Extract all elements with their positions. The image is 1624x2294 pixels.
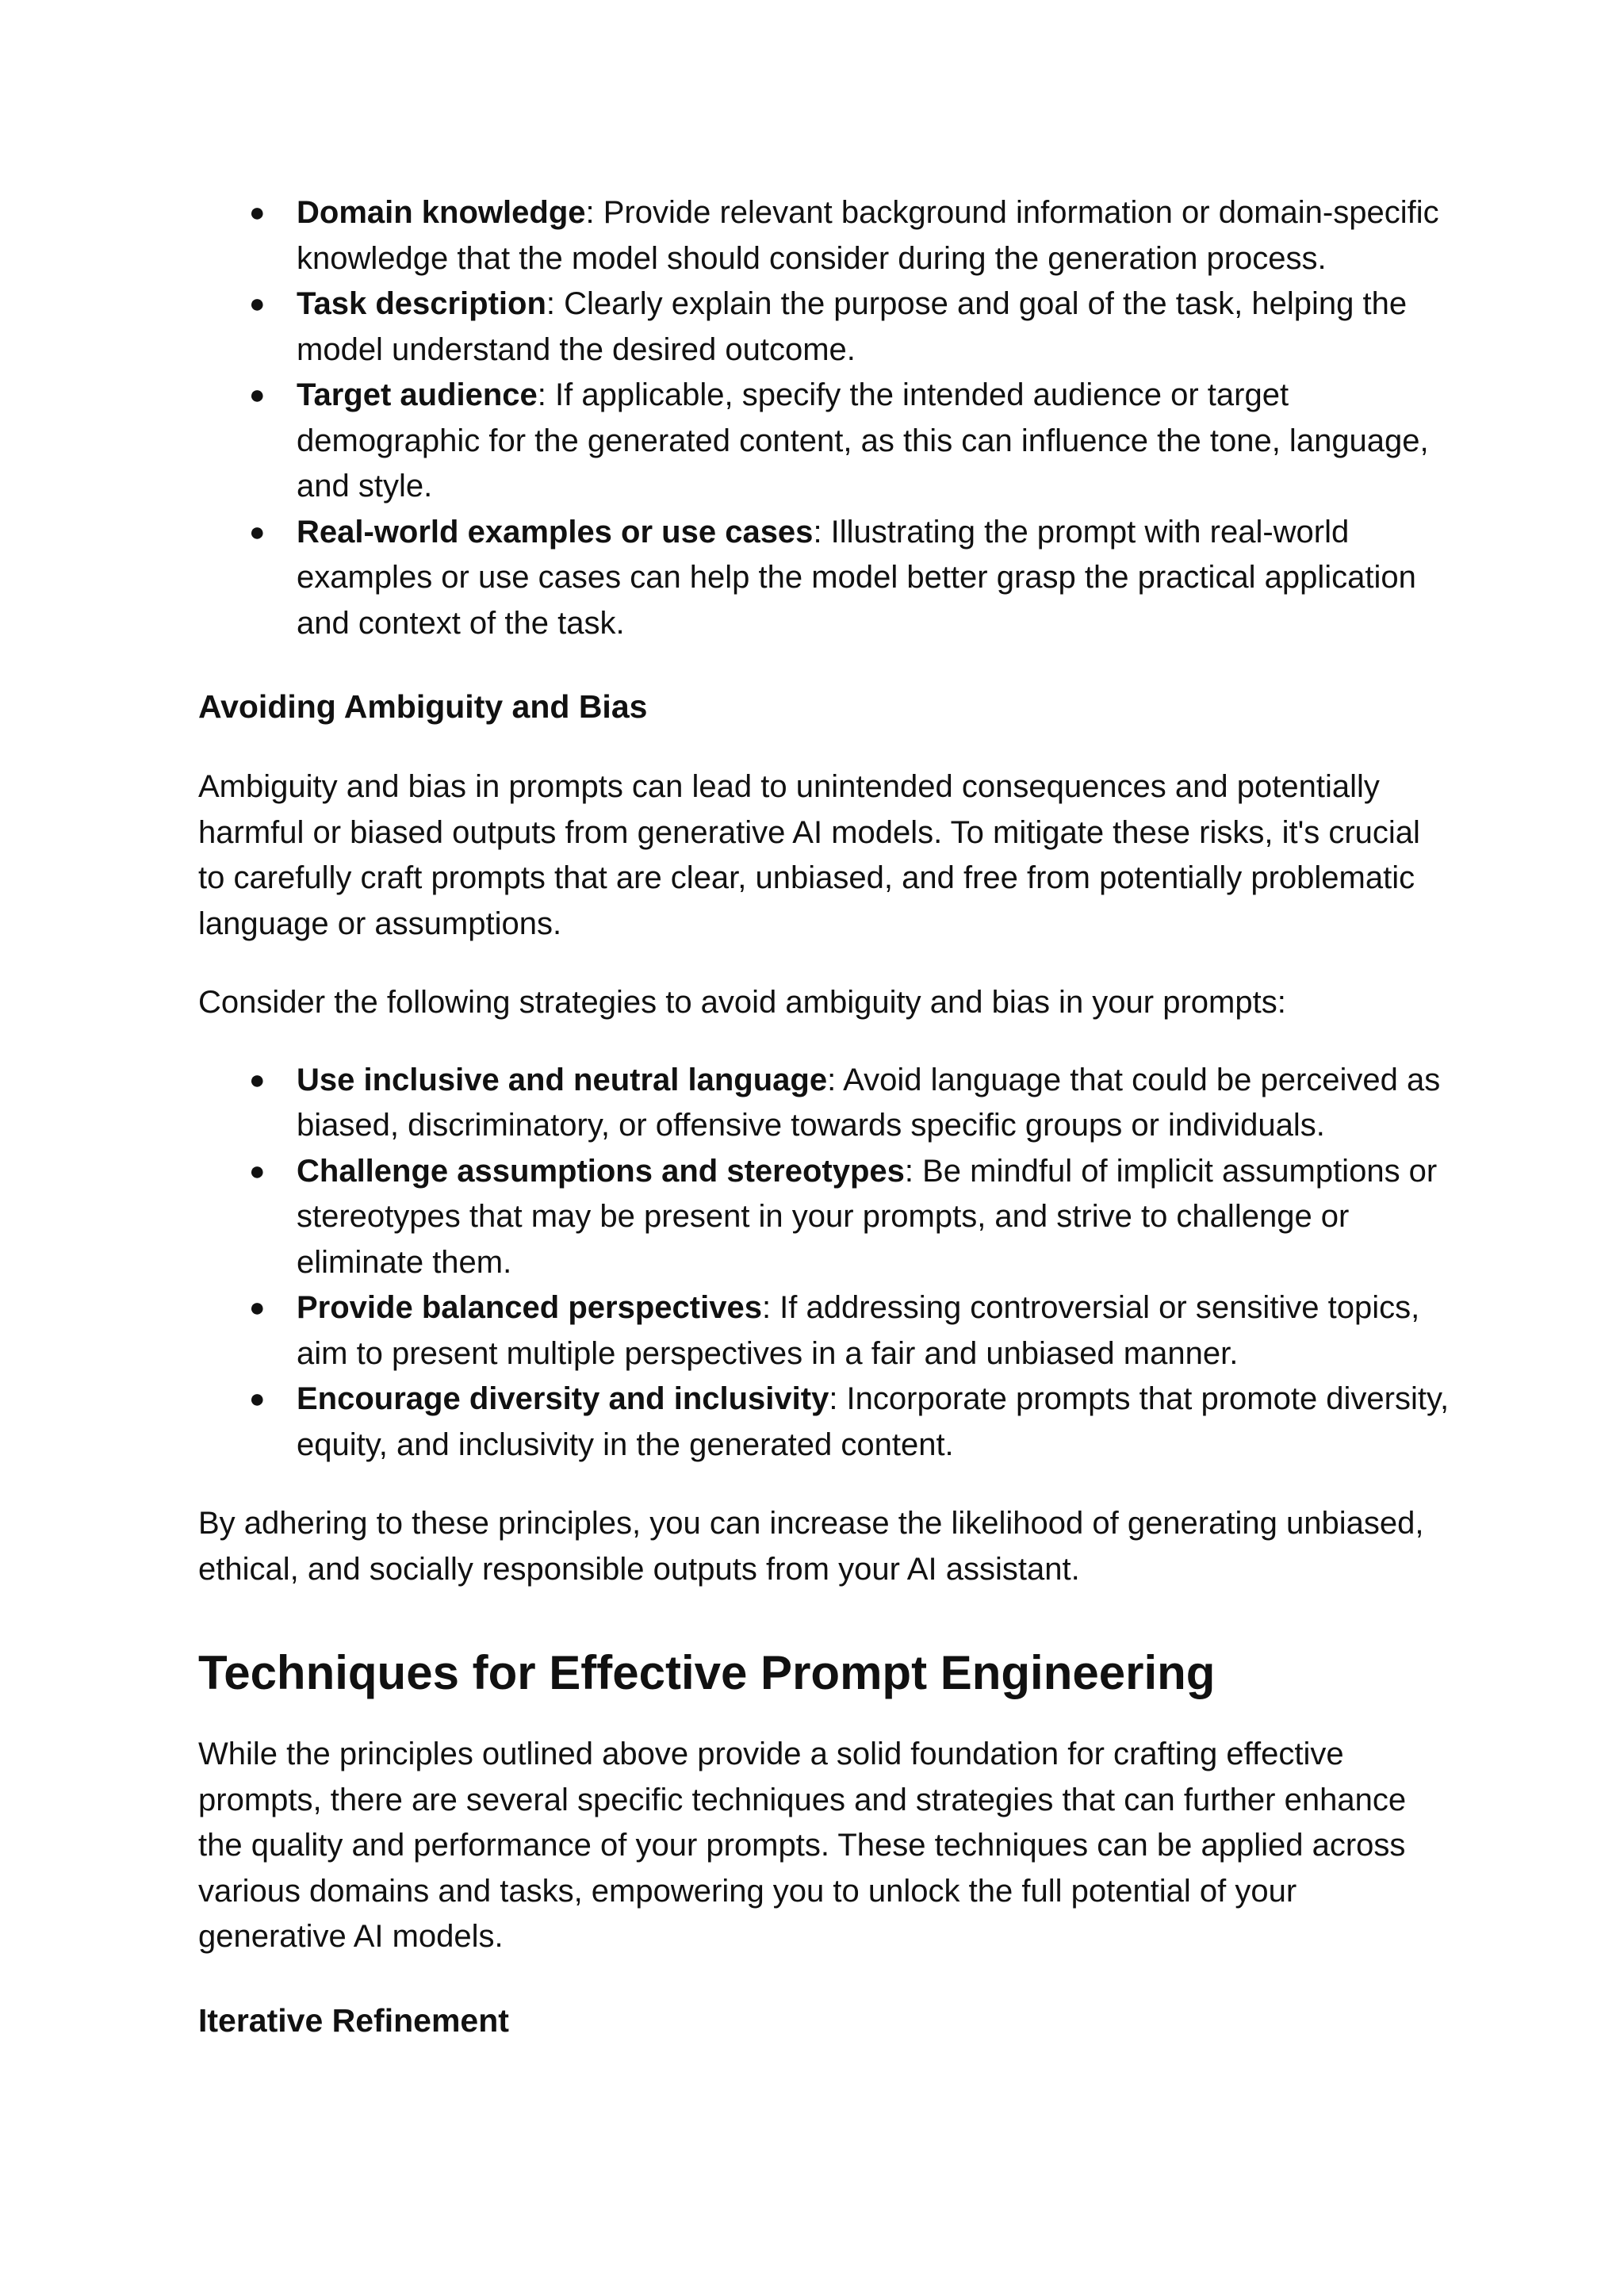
bullet-icon: ● [249,197,266,228]
list-item-term: Target audience [297,377,538,412]
list-item-term: Task description [297,286,546,321]
list-item-text: : Illustrating the prompt with real-world examples or use cases can help the model better grasp the practical application and context of the task. [297,514,1416,641]
paragraph-consider-strategies: Consider the following strategies to avoid ambiguity and bias in your prompts: [198,985,1286,1020]
context-list [198,190,1451,646]
paragraph-ambiguity-intro: Ambiguity and bias in prompts can lead to unintended consequences and potentially harmful or biased outputs from generative AI models. To mitigate these risks, it's crucial to carefully craft prompts that are clear, unbiased, and free from potentially problematic language or assumptions. [198,769,1420,941]
list-item-text: : If applicable, specify the intended audience or target demographic for the generated content, as this can influence the tone, language, and style. [297,377,1429,504]
list-item [198,1058,1451,1149]
list-item-text: : Provide relevant background information or domain-specific knowledge that the model should consider during the generation process. [297,195,1439,276]
list-item [198,1377,1451,1468]
list-item [198,281,1451,373]
document-page [198,190,1451,2043]
list-item-text: : If addressing controversial or sensitive topics, aim to present multiple perspectives in a fair and unbiased manner. [297,1290,1420,1371]
list-item [198,1285,1451,1377]
list-item [198,510,1451,647]
list-item-text: : Avoid language that could be perceived as biased, discriminatory, or offensive towards specific groups or individuals. [297,1062,1441,1143]
list-item [198,190,1451,281]
paragraph-adhering-principles: By adhering to these principles, you can increase the likelihood of generating unbiased, ethical, and socially responsible outputs from your AI assistant. [198,1506,1424,1587]
list-item-term: Provide balanced perspectives [297,1290,762,1325]
bullet-icon: ● [249,1064,266,1095]
list-item-text: : Clearly explain the purpose and goal of the task, helping the model understand the desired outcome. [297,286,1408,367]
list-item-term: Real-world examples or use cases [297,514,814,550]
list-item-text: : Be mindful of implicit assumptions or stereotypes that may be present in your prompts, and strive to challenge or eliminate them. [297,1153,1438,1280]
list-item [198,1149,1451,1286]
section-heading-avoiding-ambiguity: Avoiding Ambiguity and Bias [198,688,648,725]
bullet-icon: ● [249,1384,266,1414]
section-heading-techniques: Techniques for Effective Prompt Engineering [198,1646,1216,1699]
bullet-icon: ● [249,1293,266,1323]
list-item-term: Encourage diversity and inclusivity [297,1381,829,1416]
bullet-icon: ● [249,1155,266,1186]
strategies-list [198,1058,1451,1469]
list-item-term: Challenge assumptions and stereotypes [297,1153,905,1189]
bullet-icon: ● [249,289,266,319]
bullet-icon: ● [249,516,266,547]
list-item [198,373,1451,510]
paragraph-techniques-intro: While the principles outlined above provide a solid foundation for crafting effective prompts, there are several specific techniques and strategies that can further enhance the quality and performance of your prompts. These techniques can be applied across various domains and tasks, empowering you to unlock the full potential of your generative AI models. [198,1737,1407,1954]
list-item-text: : Incorporate prompts that promote diversity, equity, and inclusivity in the generated content. [297,1381,1450,1462]
list-item-term: Use inclusive and neutral language [297,1062,828,1097]
section-heading-iterative-refinement: Iterative Refinement [198,2001,509,2039]
list-item-term: Domain knowledge [297,195,586,230]
bullet-icon: ● [249,380,266,410]
